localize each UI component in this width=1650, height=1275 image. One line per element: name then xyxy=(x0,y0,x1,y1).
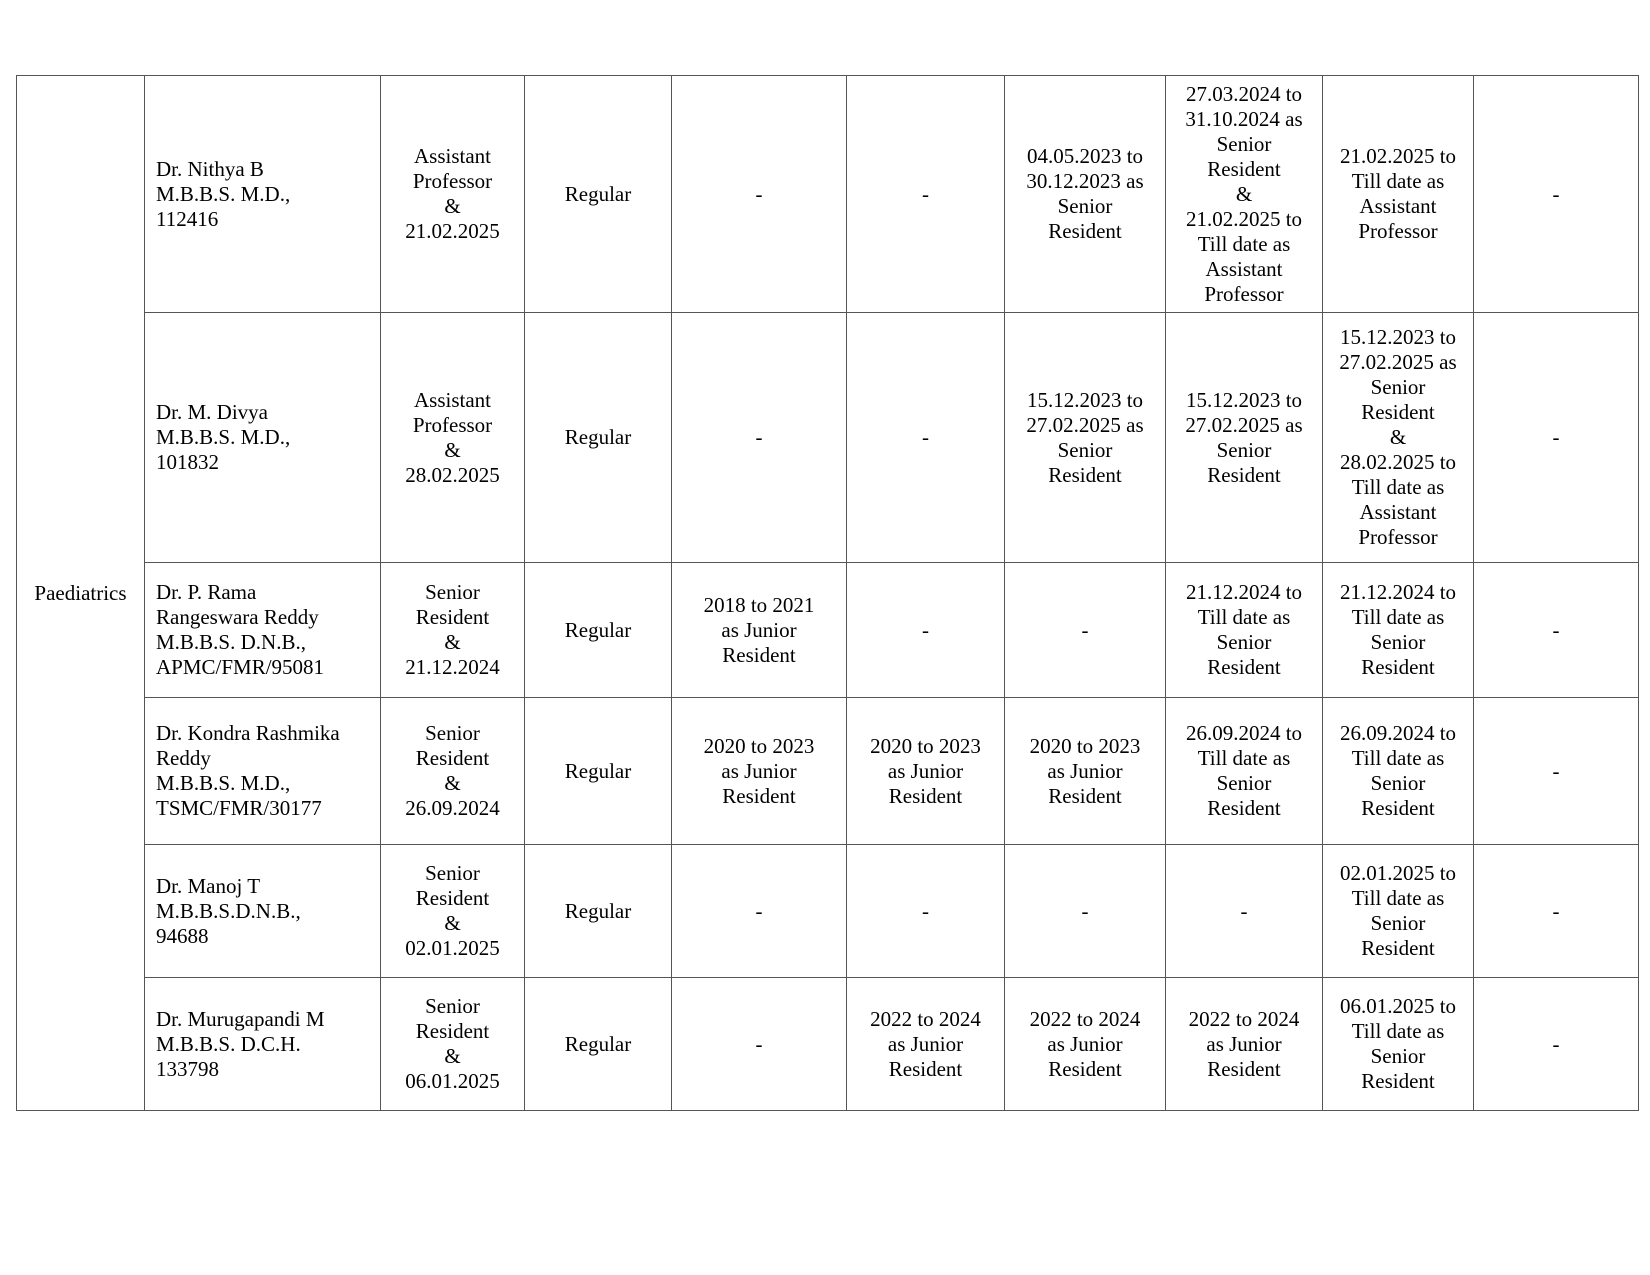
experience-cell-7: - xyxy=(1005,563,1166,698)
experience-cell-10: - xyxy=(1474,845,1639,978)
designation-cell: Senior Resident & 06.01.2025 xyxy=(381,978,525,1111)
table-row xyxy=(17,313,1639,563)
faculty-name-cell: Dr. P. Rama Rangeswara Reddy M.B.B.S. D.N.B., APMC/FMR/95081 xyxy=(145,563,381,698)
experience-cell-5: - xyxy=(672,76,847,313)
table-row xyxy=(17,698,1639,845)
faculty-name-cell: Dr. Kondra Rashmika Reddy M.B.B.S. M.D., TSMC/FMR/30177 xyxy=(145,698,381,845)
experience-cell-8: - xyxy=(1166,845,1323,978)
appointment-nature-cell: Regular xyxy=(525,563,672,698)
experience-cell-7: 2022 to 2024 as Junior Resident xyxy=(1005,978,1166,1111)
experience-cell-6: - xyxy=(847,76,1005,313)
experience-cell-8: 15.12.2023 to 27.02.2025 as Senior Resident xyxy=(1166,313,1323,563)
table-row xyxy=(17,978,1639,1111)
experience-cell-7: 04.05.2023 to 30.12.2023 as Senior Resident xyxy=(1005,76,1166,313)
experience-cell-9: 15.12.2023 to 27.02.2025 as Senior Resident & 28.02.2025 to Till date as Assistant Professor xyxy=(1323,313,1474,563)
experience-cell-7: - xyxy=(1005,845,1166,978)
appointment-nature-cell: Regular xyxy=(525,845,672,978)
experience-cell-8: 2022 to 2024 as Junior Resident xyxy=(1166,978,1323,1111)
faculty-table xyxy=(16,75,1639,1111)
experience-cell-5: 2020 to 2023 as Junior Resident xyxy=(672,698,847,845)
experience-cell-6: 2022 to 2024 as Junior Resident xyxy=(847,978,1005,1111)
experience-cell-8: 21.12.2024 to Till date as Senior Resident xyxy=(1166,563,1323,698)
experience-cell-9: 06.01.2025 to Till date as Senior Resident xyxy=(1323,978,1474,1111)
experience-cell-6: 2020 to 2023 as Junior Resident xyxy=(847,698,1005,845)
experience-cell-9: 21.02.2025 to Till date as Assistant Professor xyxy=(1323,76,1474,313)
experience-cell-10: - xyxy=(1474,313,1639,563)
experience-cell-10: - xyxy=(1474,698,1639,845)
designation-cell: Senior Resident & 26.09.2024 xyxy=(381,698,525,845)
department-cell: Paediatrics xyxy=(17,76,145,1111)
designation-cell: Assistant Professor & 21.02.2025 xyxy=(381,76,525,313)
table-row xyxy=(17,76,1639,313)
faculty-name-cell: Dr. Manoj T M.B.B.S.D.N.B., 94688 xyxy=(145,845,381,978)
appointment-nature-cell: Regular xyxy=(525,313,672,563)
experience-cell-5: - xyxy=(672,845,847,978)
experience-cell-5: - xyxy=(672,978,847,1111)
experience-cell-10: - xyxy=(1474,563,1639,698)
appointment-nature-cell: Regular xyxy=(525,698,672,845)
experience-cell-9: 02.01.2025 to Till date as Senior Resident xyxy=(1323,845,1474,978)
designation-cell: Senior Resident & 21.12.2024 xyxy=(381,563,525,698)
experience-cell-6: - xyxy=(847,563,1005,698)
experience-cell-10: - xyxy=(1474,978,1639,1111)
experience-cell-8: 26.09.2024 to Till date as Senior Resident xyxy=(1166,698,1323,845)
designation-cell: Assistant Professor & 28.02.2025 xyxy=(381,313,525,563)
experience-cell-9: 26.09.2024 to Till date as Senior Resident xyxy=(1323,698,1474,845)
experience-cell-10: - xyxy=(1474,76,1639,313)
faculty-name-cell: Dr. Nithya B M.B.B.S. M.D., 112416 xyxy=(145,76,381,313)
table-row xyxy=(17,845,1639,978)
table-row xyxy=(17,563,1639,698)
faculty-name-cell: Dr. M. Divya M.B.B.S. M.D., 101832 xyxy=(145,313,381,563)
designation-cell: Senior Resident & 02.01.2025 xyxy=(381,845,525,978)
experience-cell-7: 15.12.2023 to 27.02.2025 as Senior Resident xyxy=(1005,313,1166,563)
experience-cell-8: 27.03.2024 to 31.10.2024 as Senior Resident & 21.02.2025 to Till date as Assistant Professor xyxy=(1166,76,1323,313)
experience-cell-9: 21.12.2024 to Till date as Senior Resident xyxy=(1323,563,1474,698)
appointment-nature-cell: Regular xyxy=(525,76,672,313)
experience-cell-7: 2020 to 2023 as Junior Resident xyxy=(1005,698,1166,845)
appointment-nature-cell: Regular xyxy=(525,978,672,1111)
faculty-name-cell: Dr. Murugapandi M M.B.B.S. D.C.H. 133798 xyxy=(145,978,381,1111)
experience-cell-5: 2018 to 2021 as Junior Resident xyxy=(672,563,847,698)
experience-cell-5: - xyxy=(672,313,847,563)
experience-cell-6: - xyxy=(847,845,1005,978)
experience-cell-6: - xyxy=(847,313,1005,563)
